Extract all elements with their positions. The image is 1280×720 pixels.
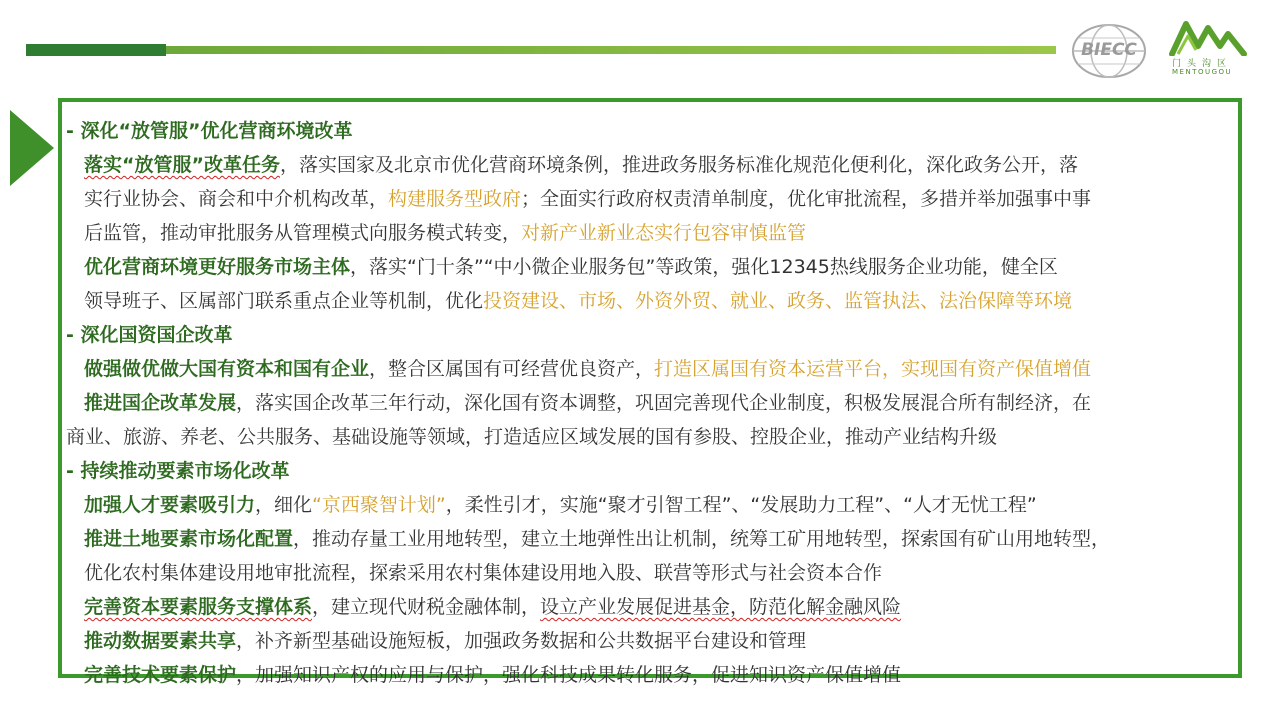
topic-heading: 完善资本要素服务支撑体系: [84, 596, 313, 618]
text-line: [66, 420, 1242, 454]
mentougou-logo-cn: 门头沟区: [1172, 59, 1233, 69]
section-title: - 深化“放管服”优化营商环境改革: [66, 120, 353, 142]
content-area: [66, 114, 1242, 692]
highlight-text: “京西聚智计划”: [312, 494, 446, 516]
biecc-logo: [1070, 22, 1148, 80]
text-line: [66, 250, 1242, 284]
biecc-logo-text: BIECC: [1081, 40, 1137, 60]
highlight-text: 投资建设、市场、外资外贸、就业、政务、监管执法、法治保障等环境: [483, 290, 1073, 312]
header-bar: [26, 44, 1056, 56]
body-text: 设立产业发展促进基金，防范化解金融风险: [540, 596, 902, 618]
topic-heading: 推进国企改革发展: [84, 392, 237, 414]
body-text: ，建立现代财税金融体制，: [312, 596, 541, 618]
body-text: ，细化: [255, 494, 313, 516]
body-text: 商业、旅游、养老、公共服务、基础设施等领域，打造适应区域发展的国有参股、控股企业，推动产业结构升级: [66, 426, 998, 448]
body-text: ，补齐新型基础设施短板，加强政务数据和公共数据平台建设和管理: [236, 630, 807, 652]
body-text: ，推动存量工业用地转型，建立土地弹性出让机制，统筹工矿用地转型，探索国有矿山用地转型，: [293, 528, 1111, 550]
body-text: ，落实国企改革三年行动，深化国有资本调整，巩固完善现代企业制度，积极发展混合所有制经济，在: [236, 392, 1092, 414]
body-text: ，加强知识产权的应用与保护，强化科技成果转化服务，促进知识资产保值增值: [236, 664, 902, 686]
text-line: [66, 624, 1242, 658]
body-text: ，整合区属国有可经营优良资产，: [369, 358, 655, 380]
topic-heading: 完善技术要素保护: [84, 664, 237, 686]
text-line: [66, 284, 1242, 318]
topic-heading: 优化营商环境更好服务市场主体: [84, 256, 351, 278]
topic-heading: 推进土地要素市场化配置: [84, 528, 294, 550]
text-line: [66, 488, 1242, 522]
mountain-icon: [1168, 16, 1248, 56]
header-bar-dark: [26, 44, 166, 56]
body-text: ，落实国家及北京市优化营商环境条例，推进政务服务标准化规范化便利化，深化政务公开，落: [279, 154, 1078, 176]
highlight-text: 构建服务型政府: [388, 188, 522, 210]
mentougou-logo-en: MENTOUGOU: [1172, 68, 1233, 76]
text-line: [66, 148, 1242, 182]
header-bar-light: [166, 46, 1056, 54]
text-line: [66, 590, 1242, 624]
section-title: - 深化国资国企改革: [66, 324, 233, 346]
text-line: [66, 182, 1242, 216]
body-text: 优化农村集体建设用地审批流程，探索采用农村集体建设用地入股、联营等形式与社会资本合作: [84, 562, 883, 584]
body-text: ，落实“门十条”“中小微企业服务包”等政策，强化12345热线服务企业功能，健全区: [350, 256, 1058, 278]
mentougou-logo: [1168, 16, 1248, 78]
topic-heading: 做强做优做大国有资本和国有企业: [84, 358, 370, 380]
body-text: 领导班子、区属部门联系重点企业等机制，优化: [84, 290, 484, 312]
text-line: [66, 386, 1242, 420]
section-title: - 持续推动要素市场化改革: [66, 460, 290, 482]
text-line: [66, 556, 1242, 590]
body-text: ；全面实行政府权责清单制度，优化审批流程，多措并举加强事中事: [521, 188, 1092, 210]
body-text: 实行业协会、商会和中介机构改革，: [84, 188, 389, 210]
text-line: [66, 658, 1242, 692]
topic-heading: 加强人才要素吸引力: [84, 494, 256, 516]
body-text: ，柔性引才，实施“聚才引智工程”、“发展助力工程”、“人才无忧工程”: [445, 494, 1037, 516]
topic-heading: 落实“放管服”改革任务: [84, 154, 280, 176]
highlight-text: 对新产业新业态实行包容审慎监管: [521, 222, 807, 244]
text-line: [66, 216, 1242, 250]
text-line: [66, 352, 1242, 386]
play-arrow-icon: [10, 110, 54, 186]
topic-heading: 推动数据要素共享: [84, 630, 237, 652]
text-line: [66, 522, 1242, 556]
highlight-text: 打造区属国有资本运营平台，实现国有资产保值增值: [654, 358, 1092, 380]
body-text: 后监管，推动审批服务从管理模式向服务模式转变，: [84, 222, 522, 244]
